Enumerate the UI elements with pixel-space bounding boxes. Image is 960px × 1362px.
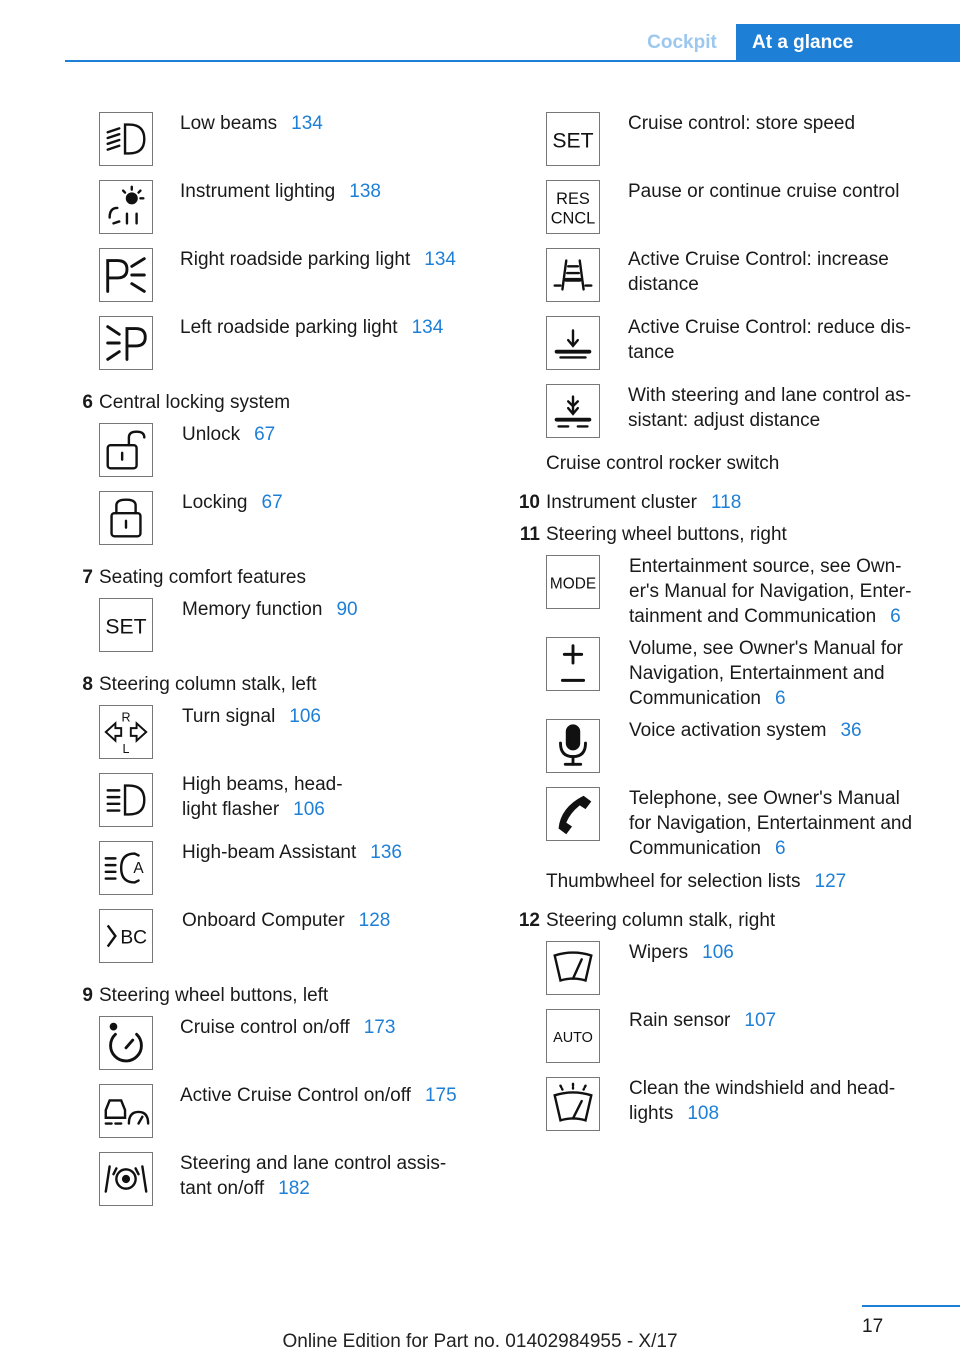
- edition-footer: Online Edition for Part no. 01402984955 - X/17: [282, 1331, 678, 1352]
- rocker-switch-label: Cruise control rocker switch: [546, 453, 780, 474]
- page-link[interactable]: 90: [336, 599, 358, 620]
- telephone-icon: [546, 787, 600, 841]
- page-link[interactable]: 6: [890, 606, 901, 627]
- page-link[interactable]: 106: [702, 942, 734, 963]
- turn-signal-label: Turn signal 106: [182, 706, 321, 727]
- page-link[interactable]: 107: [744, 1010, 777, 1031]
- section-11-heading: 11 Steering wheel buttons, right: [519, 524, 787, 545]
- svg-text:R: R: [121, 710, 131, 725]
- washer-icon: [546, 1077, 600, 1131]
- section-10-heading: 10 Instrument cluster 118: [518, 492, 742, 513]
- page-link[interactable]: 67: [254, 424, 276, 445]
- high-beams-icon: [99, 773, 153, 827]
- page-link[interactable]: 128: [358, 910, 391, 931]
- lane-assistant-icon: [99, 1152, 153, 1206]
- page-link[interactable]: 106: [289, 706, 321, 727]
- memory-set-icon: [99, 598, 153, 652]
- svg-text:SET: SET: [105, 615, 147, 639]
- section-12-heading: 12 Steering column stalk, right: [518, 910, 776, 931]
- page-link[interactable]: 36: [840, 720, 862, 741]
- low-beams-label: Low beams 134: [180, 113, 323, 134]
- increase-distance-label: Active Cruise Control: increase distance: [628, 249, 889, 295]
- res-cncl-icon: [546, 180, 600, 234]
- page-link[interactable]: 134: [411, 317, 444, 338]
- left-parking-light-icon: [99, 316, 153, 370]
- high-beam-assistant-icon: [99, 841, 153, 895]
- voice-activation-label: Voice activation system 36: [629, 720, 862, 741]
- page-link[interactable]: 6: [775, 688, 786, 709]
- low-beams-icon: [99, 112, 153, 166]
- section-8-heading: 8 Steering column stalk, left: [82, 674, 317, 695]
- right-parking-light-icon: [99, 248, 153, 302]
- active-cruise-control-label: Active Cruise Control on/off 175: [180, 1085, 457, 1106]
- page-link[interactable]: 108: [687, 1103, 720, 1124]
- cruise-set-icon: [546, 112, 600, 166]
- page-link[interactable]: 127: [814, 871, 847, 892]
- section-7-heading: 7 Seating comfort features: [82, 567, 306, 588]
- volume-label: Volume, see Owner's Manual for Navigation, Entertainment and Communication 6: [629, 638, 903, 709]
- page-link[interactable]: 173: [363, 1017, 396, 1038]
- pause-continue-label: Pause or continue cruise control: [628, 181, 900, 202]
- cruise-control-icon: [99, 1016, 153, 1070]
- page-link[interactable]: 182: [278, 1178, 310, 1199]
- reduce-distance-icon: [546, 316, 600, 370]
- wiper-icon: [546, 941, 600, 995]
- svg-text:RES: RES: [556, 190, 590, 209]
- thumbwheel-label: Thumbwheel for selection lists 127: [546, 871, 847, 892]
- svg-text:AUTO: AUTO: [553, 1029, 593, 1046]
- high-beams-label: High beams, head- light flasher 106: [182, 774, 343, 820]
- page-number: 17: [862, 1316, 884, 1337]
- tab-at-a-glance[interactable]: At a glance: [736, 24, 960, 62]
- page-link[interactable]: 138: [349, 181, 381, 202]
- page-link[interactable]: 118: [711, 492, 742, 513]
- clean-windshield-label: Clean the windshield and head- lights 108: [629, 1078, 896, 1124]
- svg-text:SET: SET: [552, 129, 594, 153]
- page-link[interactable]: 134: [424, 249, 456, 270]
- unlock-label: Unlock 67: [182, 424, 276, 445]
- page-link[interactable]: 67: [261, 492, 283, 513]
- onboard-computer-icon: [99, 909, 153, 963]
- rain-sensor-label: Rain sensor 107: [629, 1010, 777, 1031]
- left-parking-light-label: Left roadside parking light 134: [180, 317, 444, 338]
- svg-text:A: A: [133, 859, 144, 877]
- unlock-icon: [99, 423, 153, 477]
- lock-icon: [99, 491, 153, 545]
- increase-distance-icon: [546, 248, 600, 302]
- page-link[interactable]: 134: [291, 113, 323, 134]
- instrument-lighting-icon: [99, 180, 153, 234]
- auto-icon: [546, 1009, 600, 1063]
- page-link[interactable]: 106: [293, 799, 325, 820]
- reduce-distance-label: Active Cruise Control: reduce dis- tance: [628, 317, 911, 363]
- memory-function-label: Memory function 90: [182, 599, 358, 620]
- page-link[interactable]: 6: [775, 838, 786, 859]
- page-number-rule: [862, 1305, 960, 1307]
- lane-assistant-label: Steering and lane control assis- tant on/off 182: [180, 1153, 447, 1199]
- adjust-distance-label: With steering and lane control as- sistant: adjust distance: [628, 385, 912, 431]
- section-6-heading: 6 Central locking system: [82, 392, 291, 413]
- high-beam-assistant-label: High-beam Assistant 136: [182, 842, 402, 863]
- section-9-heading: 9 Steering wheel buttons, left: [82, 985, 329, 1006]
- header-rule: [65, 60, 960, 62]
- svg-text:MODE: MODE: [549, 575, 597, 593]
- wipers-label: Wipers 106: [629, 942, 734, 963]
- entertainment-source-label: Entertainment source, see Own- er's Manual for Navigation, Enter- tainment and Communication 6: [629, 556, 912, 627]
- instrument-lighting-label: Instrument lighting 138: [180, 181, 381, 202]
- onboard-computer-label: Onboard Computer 128: [182, 910, 391, 931]
- mode-icon: [546, 555, 600, 609]
- adjust-distance-icon: [546, 384, 600, 438]
- turn-signal-icon: [99, 705, 153, 759]
- page-link[interactable]: 136: [370, 842, 402, 863]
- microphone-icon: [546, 719, 600, 773]
- volume-icon: [546, 637, 600, 691]
- tab-cockpit[interactable]: Cockpit: [647, 32, 717, 53]
- svg-text:L: L: [122, 742, 130, 757]
- locking-label: Locking 67: [182, 492, 283, 513]
- store-speed-label: Cruise control: store speed: [628, 113, 856, 134]
- cruise-control-label: Cruise control on/off 173: [180, 1017, 396, 1038]
- telephone-label: Telephone, see Owner's Manual for Navigation, Entertainment and Communication 6: [629, 788, 913, 859]
- svg-text:CNCL: CNCL: [550, 209, 596, 228]
- active-cruise-control-icon: [99, 1084, 153, 1138]
- svg-text:BC: BC: [120, 927, 148, 949]
- right-parking-light-label: Right roadside parking light 134: [180, 249, 456, 270]
- page-link[interactable]: 175: [424, 1085, 457, 1106]
